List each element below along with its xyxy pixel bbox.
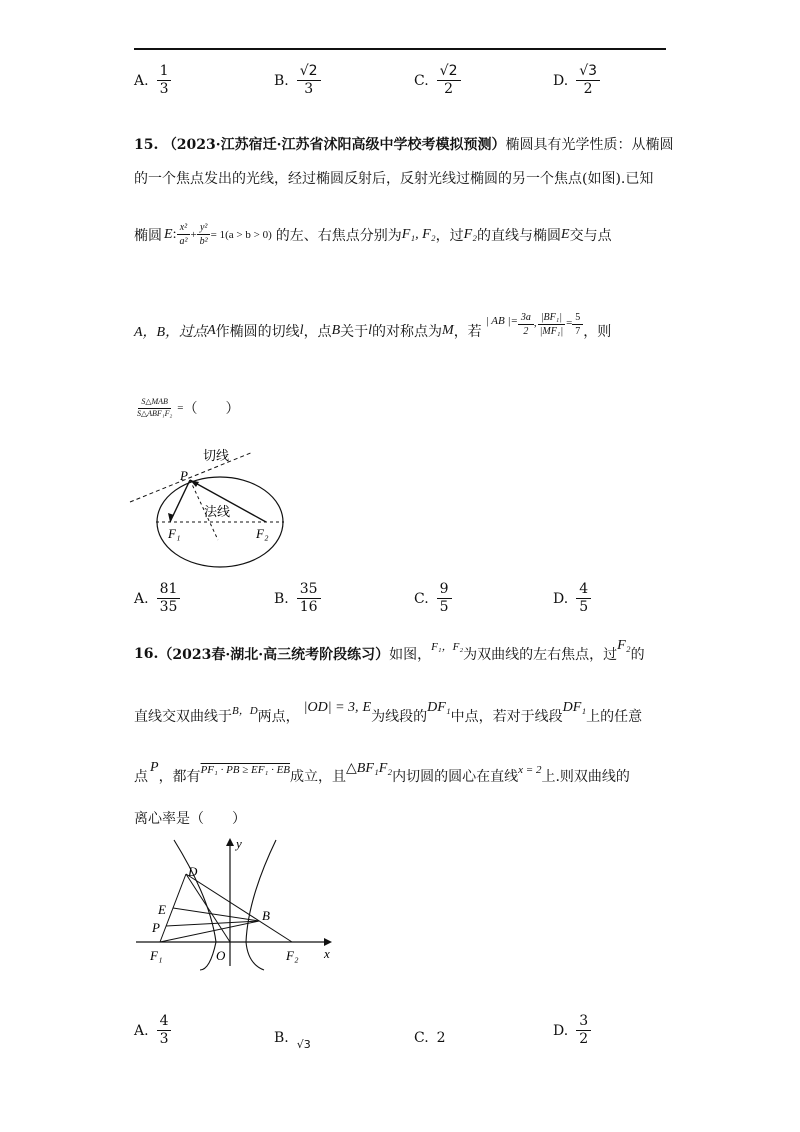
numerator: x² <box>177 222 190 235</box>
question-text: 椭圆具有光学性质：从椭圆 <box>505 137 674 153</box>
math-OD: |OD| = 3, <box>303 700 359 715</box>
math-eq: = <box>177 402 184 415</box>
numerator: 5 <box>572 312 583 325</box>
label-E: E <box>158 902 166 917</box>
denominator: a² <box>179 236 188 247</box>
q15-line-2: 的一个焦点发出的光线，经过椭圆反射后，反射光线过椭圆的另一个焦点(如图).已知 <box>134 171 654 187</box>
q15-line-5 <box>134 398 239 419</box>
label-y: y <box>236 836 242 851</box>
math-P: P <box>150 760 159 775</box>
q14-option-a[interactable] <box>134 64 171 98</box>
question-number: 16. <box>134 646 159 662</box>
math-F2: F₂ <box>617 638 631 653</box>
q15-option-b[interactable] <box>274 582 321 616</box>
q16-hyperbola-figure <box>130 836 345 971</box>
numerator: 9 <box>437 582 452 599</box>
denominator: b² <box>199 236 208 247</box>
text: 的对称点为 <box>372 323 443 340</box>
option-label: A. <box>134 590 149 607</box>
math-sep: , <box>533 316 537 329</box>
answer-paren: （ ） <box>183 401 240 418</box>
label-F1: F₁ <box>150 948 163 963</box>
option-label: A. <box>134 72 149 89</box>
numerator: 4 <box>576 582 591 599</box>
text: ，则 <box>583 323 612 340</box>
text: 成立，且 <box>290 769 347 785</box>
math-DF1: DF₁ <box>427 700 451 715</box>
text: ，过 <box>435 227 464 244</box>
math-F1F2: F₁，F₂ <box>431 641 464 653</box>
tangent-line <box>130 452 253 502</box>
question-number: 15. <box>134 137 159 153</box>
option-fraction <box>576 64 600 98</box>
text: 作椭圆的切线 <box>215 323 300 340</box>
q15-line-1 <box>134 134 674 154</box>
option-fraction <box>576 582 591 616</box>
option-label: B. <box>274 1030 289 1046</box>
option-fraction <box>157 64 172 98</box>
option-fraction <box>297 582 321 616</box>
math-E: E <box>561 226 570 242</box>
q16-line-4: 离心率是（ ） <box>134 811 246 827</box>
question-source: （2023春·湖北·高三统考阶段练习） <box>158 647 390 663</box>
label-P: P <box>152 920 160 935</box>
denominator: 3 <box>159 1031 169 1048</box>
text: 直线交双曲线于 <box>134 709 232 725</box>
label-F1: F₁ <box>168 526 181 541</box>
math-3a-over-2 <box>518 312 534 337</box>
math-y2-over-b2 <box>197 222 211 247</box>
q15-line-3 <box>134 222 612 247</box>
math-5-over-7 <box>572 312 583 337</box>
label-F2: F₂ <box>256 526 269 541</box>
q15-ellipse-figure <box>128 440 298 580</box>
q15-option-d[interactable] <box>553 582 591 616</box>
numerator: 4 <box>157 1014 172 1031</box>
text: 交与点 <box>569 227 612 244</box>
option-fraction <box>437 64 461 98</box>
math-BF1-over-MF1 <box>537 312 566 337</box>
numerator: |BF₁| <box>538 312 565 325</box>
option-fraction <box>157 1014 172 1048</box>
option-label: A. <box>134 1022 149 1039</box>
denominator: 16 <box>299 599 318 616</box>
math-DF1: DF₁ <box>562 700 587 715</box>
option-fraction <box>297 64 321 98</box>
numerator: S△MAB <box>138 398 171 409</box>
label-tangent: 切线 <box>203 448 230 463</box>
label-F2: F₂ <box>286 948 299 963</box>
header-rule <box>134 48 666 50</box>
math-F1F2: F₁, F₂ <box>401 226 436 242</box>
denominator: 2 <box>523 326 529 337</box>
denominator: 5 <box>579 599 589 616</box>
segment-EB <box>173 908 259 921</box>
math-eq: = <box>566 316 573 329</box>
denominator: 35 <box>159 599 178 616</box>
right-branch <box>246 840 276 970</box>
math-eq: = 1(a > b > 0) <box>210 228 272 241</box>
option-fraction <box>437 582 452 616</box>
option-label: C. <box>414 590 429 607</box>
denominator: 2 <box>583 81 593 98</box>
option-value: 2 <box>436 1030 446 1046</box>
q16-line-3 <box>134 760 630 786</box>
math-l: l <box>368 322 373 338</box>
text: 的直线与椭圆 <box>477 227 562 244</box>
q14-option-b[interactable] <box>274 64 321 98</box>
option-label: B. <box>274 72 289 89</box>
math-colon: : <box>172 226 177 242</box>
math-x2-over-a2 <box>176 222 190 247</box>
text: 上的任意 <box>586 709 643 725</box>
q15-line-4 <box>134 312 612 343</box>
text: 的 <box>630 647 645 663</box>
q16-option-c[interactable] <box>414 1030 446 1046</box>
math-E: E <box>164 226 173 242</box>
numerator: 1 <box>157 64 172 81</box>
option-label: D. <box>553 1022 569 1039</box>
q16-option-d[interactable] <box>553 1014 591 1048</box>
option-label: B. <box>274 590 289 607</box>
math-area-ratio <box>134 398 175 419</box>
question-source: （2023·江苏宿迁·江苏省沭阳高级中学校考模拟预测） <box>162 137 506 153</box>
q15-option-c[interactable] <box>414 582 452 616</box>
denominator: 5 <box>439 599 449 616</box>
text: 上.则双曲线的 <box>541 769 630 785</box>
numerator: 3a <box>518 312 534 325</box>
text: 两点， <box>257 709 300 725</box>
denominator: 3 <box>304 81 314 98</box>
text: 为双曲线的左右焦点，过 <box>463 647 618 663</box>
option-label: D. <box>553 72 569 89</box>
q16-option-a[interactable] <box>134 1014 171 1048</box>
math-A: A <box>207 322 216 338</box>
numerator: 3 <box>576 1014 591 1031</box>
text: ，若 <box>453 323 482 340</box>
q15-option-a[interactable] <box>134 582 180 616</box>
denominator: 3 <box>159 81 169 98</box>
math-line-x2: x = 2 <box>518 764 542 776</box>
q16-option-b[interactable] <box>274 1030 311 1051</box>
math-abs-AB: | AB |= <box>485 314 518 327</box>
x-arrow <box>324 938 332 946</box>
denominator: 2 <box>579 1031 589 1048</box>
math-plus: + <box>190 228 197 241</box>
q16-line-1 <box>134 638 645 664</box>
left-branch <box>174 840 216 970</box>
denominator: 2 <box>444 81 454 98</box>
text: ，都有 <box>158 769 201 785</box>
math-triangle: △BF₁F₂ <box>346 760 393 776</box>
math-BD: B，D <box>232 705 258 717</box>
text: 内切圆的圆心在直线 <box>392 769 519 785</box>
option-label: C. <box>414 1030 429 1046</box>
text: ，点 <box>303 323 332 340</box>
math-B: B <box>331 322 341 338</box>
option-fraction <box>576 1014 591 1048</box>
math-E: E <box>362 700 372 715</box>
label-D: D <box>188 864 198 879</box>
option-value: √3 <box>296 1037 311 1051</box>
text: 关于 <box>340 323 369 340</box>
numerator: 81 <box>157 582 181 599</box>
y-arrow <box>226 838 234 846</box>
q14-option-d[interactable] <box>553 64 600 98</box>
denominator: 7 <box>575 326 581 337</box>
q14-option-c[interactable] <box>414 64 461 98</box>
option-fraction <box>157 582 181 616</box>
numerator: 35 <box>297 582 321 599</box>
option-label: D. <box>553 590 569 607</box>
numerator: √2 <box>437 64 461 81</box>
text: 椭圆 <box>134 227 162 244</box>
q16-line-2 <box>134 700 643 726</box>
arrow-P <box>190 480 199 487</box>
math-AB: A，B，过点 <box>134 324 208 340</box>
math-l: l <box>299 322 304 338</box>
text: 为线段的 <box>371 709 428 725</box>
text: 点 <box>134 769 148 785</box>
option-label: C. <box>414 72 429 89</box>
math-M: M <box>442 322 454 338</box>
label-P: P <box>180 468 188 483</box>
math-dot-inequality: PF₁ · PB ≥ EF₁ · EB <box>200 764 291 776</box>
label-B: B <box>262 908 270 923</box>
numerator: √3 <box>576 64 600 81</box>
text: 如图， <box>389 647 432 663</box>
denominator: S△ABF₁F₂ <box>137 408 173 418</box>
denominator: |MF₁| <box>539 326 564 337</box>
math-F2: F₂ <box>463 226 478 242</box>
segment-DF2 <box>186 874 292 942</box>
label-O: O <box>216 948 226 963</box>
label-normal: 法线 <box>204 504 231 519</box>
label-x: x <box>324 946 330 961</box>
numerator: y² <box>197 222 210 235</box>
text: 中点，若对于线段 <box>450 709 563 725</box>
text: 的左、右焦点分别为 <box>275 227 402 244</box>
numerator: √2 <box>297 64 321 81</box>
